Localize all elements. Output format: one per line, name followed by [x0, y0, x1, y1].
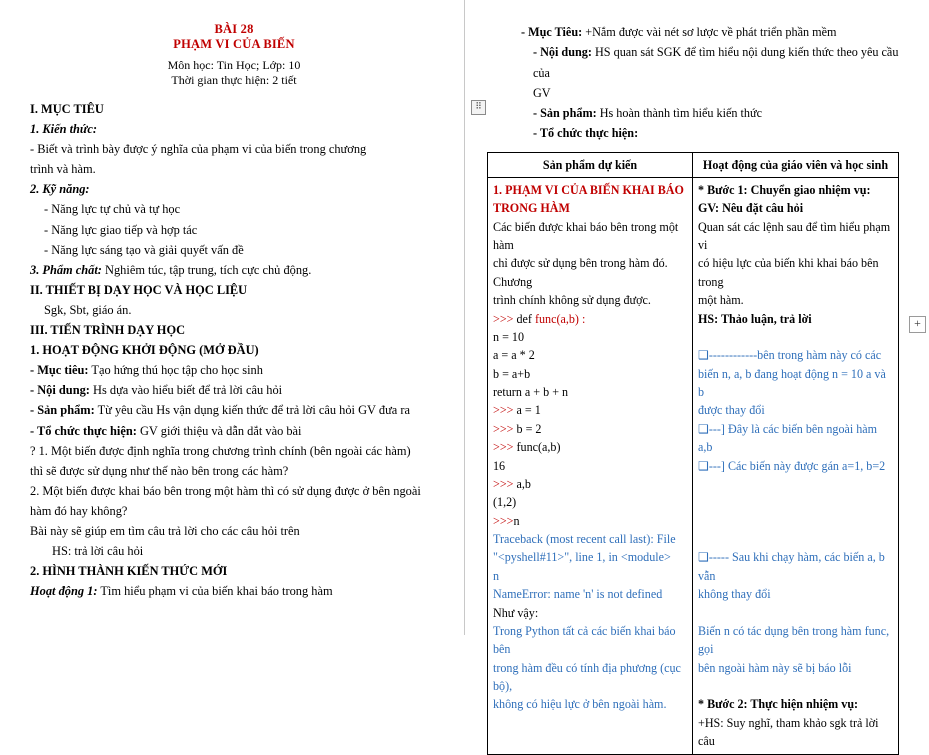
cell-line: >>> func(a,b) — [493, 440, 561, 455]
doc-meta-subject: Môn học: Tin Học; Lớp: 10 — [167, 58, 301, 72]
right-top-paragraph: - Mục Tiêu: +Nắm được vài nét sơ lược về phát triển phần mềm — [521, 25, 837, 39]
left-paragraph: 1. Kiến thức: — [30, 122, 97, 137]
left-paragraph: thì sẽ được sử dụng như thế nào bên trong các hàm? — [30, 463, 289, 478]
right-top-paragraph: GV — [533, 85, 551, 100]
cell-line: >>>n — [493, 513, 520, 528]
left-paragraph: 2. Một biến được khai báo bên trong một hàm thì có sử dụng được ở bên ngoài — [30, 483, 421, 498]
doc-title: BÀI 28 — [214, 22, 254, 36]
cell-line: ❑---] Các biến này được gán a=1, b=2 — [698, 458, 886, 473]
cell-line: có hiệu lực của biến khi khai báo bên trong — [698, 256, 879, 289]
cell-line: >>> def func(a,b) : — [493, 311, 586, 326]
cell-line: bên ngoài hàm này sẽ bị báo lỗi — [698, 660, 852, 675]
cell-line: 1. PHẠM VI CỦA BIẾN KHAI BÁO — [493, 182, 684, 197]
cell-line: "<pyshell#11>", line 1, in <module> — [493, 550, 671, 565]
right-top-text — [487, 22, 907, 144]
left-paragraph: - Biết và trình bày được ý nghĩa của phạm vi của biến trong chương — [30, 142, 367, 157]
cell-line: không thay đổi — [698, 587, 771, 602]
cell-line: +HS: Suy nghĩ, tham khảo sgk trả lời câu — [698, 715, 879, 749]
resize-handle-icon[interactable]: ⠿ — [471, 100, 486, 115]
cell-line — [698, 512, 893, 530]
cell-line: Các biến được khai báo bên trong một hàm — [493, 219, 679, 252]
left-paragraph: - Mục tiêu: Tạo hứng thú học tập cho học sinh — [30, 363, 263, 378]
cell-line — [698, 604, 893, 622]
cell-line: >>> a = 1 — [493, 403, 541, 418]
table-header-product: Sản phẩm dự kiến — [488, 152, 693, 177]
left-body-text — [30, 99, 438, 601]
cell-line: một hàm. — [698, 293, 744, 308]
cell-line: n — [493, 568, 500, 583]
cell-line: 16 — [493, 458, 506, 473]
cell-line — [698, 475, 893, 493]
table-header-activity: Hoạt động của giáo viên và học sinh — [693, 152, 899, 177]
right-top-paragraph: - Sản phẩm: Hs hoàn thành tìm hiểu kiến thức — [533, 106, 763, 120]
table-cell-product — [488, 177, 693, 754]
cell-line: NameError: name 'n' is not defined — [493, 587, 663, 602]
cell-line: được thay đổi — [698, 403, 765, 418]
cell-line: Biến n có tác dụng bên trong hàm func, gọi — [698, 623, 890, 657]
left-paragraph: 2. HÌNH THÀNH KIẾN THỨC MỚI — [30, 564, 228, 579]
left-paragraph: - Năng lực sáng tạo và giải quyết vấn đề — [44, 242, 244, 257]
cell-line: Như vậy: — [493, 605, 539, 620]
cell-line — [698, 530, 893, 548]
cell-line: Traceback (most recent call last): File — [493, 532, 676, 546]
left-paragraph: 3. Phẩm chất: Nghiêm túc, tập trung, tích cực chủ động. — [30, 262, 312, 277]
plus-icon[interactable]: + — [909, 316, 926, 333]
cell-line: * Bước 1: Chuyển giao nhiệm vụ: — [698, 182, 871, 197]
left-paragraph: - Năng lực tự chủ và tự học — [44, 202, 181, 217]
left-paragraph: Sgk, Sbt, giáo án. — [44, 302, 132, 317]
cell-line: HS: Thảo luận, trả lời — [698, 311, 812, 326]
left-paragraph: 2. Kỹ năng: — [30, 182, 90, 197]
left-paragraph: - Tổ chức thực hiện: GV giới thiệu và dẫn dắt vào bài — [30, 423, 302, 438]
cell-line: Trong Python tất cả các biến khai báo bên — [493, 623, 676, 657]
cell-line: b = a+b — [493, 366, 531, 381]
cell-line: trong hàm đều có tính địa phương (cục bộ), — [493, 660, 681, 693]
cell-line: GV: Nêu đặt câu hỏi — [698, 201, 804, 216]
doc-subtitle: PHẠM VI CỦA BIẾN — [173, 37, 295, 51]
left-paragraph: Hoạt động 1: Tìm hiểu phạm vi của biến khai báo trong hàm — [30, 584, 333, 599]
cell-line: không có hiệu lực ở bên ngoài hàm. — [493, 697, 667, 712]
lesson-table — [487, 152, 899, 755]
cell-line: n = 10 — [493, 329, 525, 344]
left-paragraph: Bài này sẽ giúp em tìm câu trả lời cho các câu hỏi trên — [30, 523, 300, 538]
right-top-paragraph: - Nội dung: HS quan sát SGK để tìm hiểu nội dung kiến thức theo yêu cầu của — [533, 45, 899, 80]
cell-line: return a + b + n — [493, 385, 569, 399]
table-header-row — [488, 152, 899, 177]
cell-line: >>> b = 2 — [493, 421, 542, 436]
cell-line — [698, 677, 893, 695]
left-paragraph: II. THIẾT BỊ DẠY HỌC VÀ HỌC LIỆU — [30, 282, 248, 297]
left-paragraph: hàm đó hay không? — [30, 503, 128, 518]
left-paragraph: - Năng lực giao tiếp và hợp tác — [44, 222, 198, 237]
left-paragraph: 1. HOẠT ĐỘNG KHỞI ĐỘNG (MỞ ĐẦU) — [30, 343, 259, 358]
left-column — [0, 0, 464, 635]
left-paragraph: - Sản phẩm: Từ yêu cầu Hs vận dụng kiến thức để trả lời câu hỏi GV đưa ra — [30, 403, 411, 418]
left-paragraph: - Nội dung: Hs dựa vào hiểu biết để trả lời câu hỏi — [30, 383, 283, 398]
cell-line: ❑----- Sau khi chạy hàm, các biến a, b vẫn — [698, 550, 885, 583]
cell-line: (1,2) — [493, 495, 517, 510]
table-row — [488, 177, 899, 754]
cell-line: TRONG HÀM — [493, 201, 570, 216]
right-top-paragraph: - Tổ chức thực hiện: — [533, 126, 639, 141]
cell-line: chỉ được sử dụng bên trong hàm đó. Chương — [493, 256, 668, 289]
left-paragraph: I. MỤC TIÊU — [30, 102, 104, 116]
left-paragraph: ? 1. Một biến được định nghĩa trong chương trình chính (bên ngoài các hàm) — [30, 443, 411, 458]
doc-meta-duration: Thời gian thực hiện: 2 tiết — [171, 73, 297, 87]
cell-line: a = a * 2 — [493, 348, 535, 363]
cell-line: >>> a,b — [493, 476, 531, 491]
cell-line — [698, 328, 893, 346]
cell-line: Quan sát các lệnh sau để tìm hiểu phạm vi — [698, 219, 891, 252]
table-cell-activity — [693, 177, 899, 754]
cell-line: biến n, a, b đang hoạt động n = 10 a và b — [698, 366, 886, 399]
left-paragraph: trình và hàm. — [30, 162, 96, 177]
cell-line: trình chính không sử dụng được. — [493, 293, 651, 308]
cell-line — [698, 493, 893, 511]
right-column — [464, 0, 929, 749]
left-paragraph: HS: trả lời câu hỏi — [52, 544, 144, 559]
cell-line: * Bước 2: Thực hiện nhiệm vụ: — [698, 697, 859, 712]
left-paragraph: III. TIẾN TRÌNH DẠY HỌC — [30, 323, 186, 338]
cell-line: ❑------------bên trong hàm này có các — [698, 348, 882, 363]
cell-line: ❑---] Đây là các biến bên ngoài hàm a,b — [698, 421, 878, 455]
